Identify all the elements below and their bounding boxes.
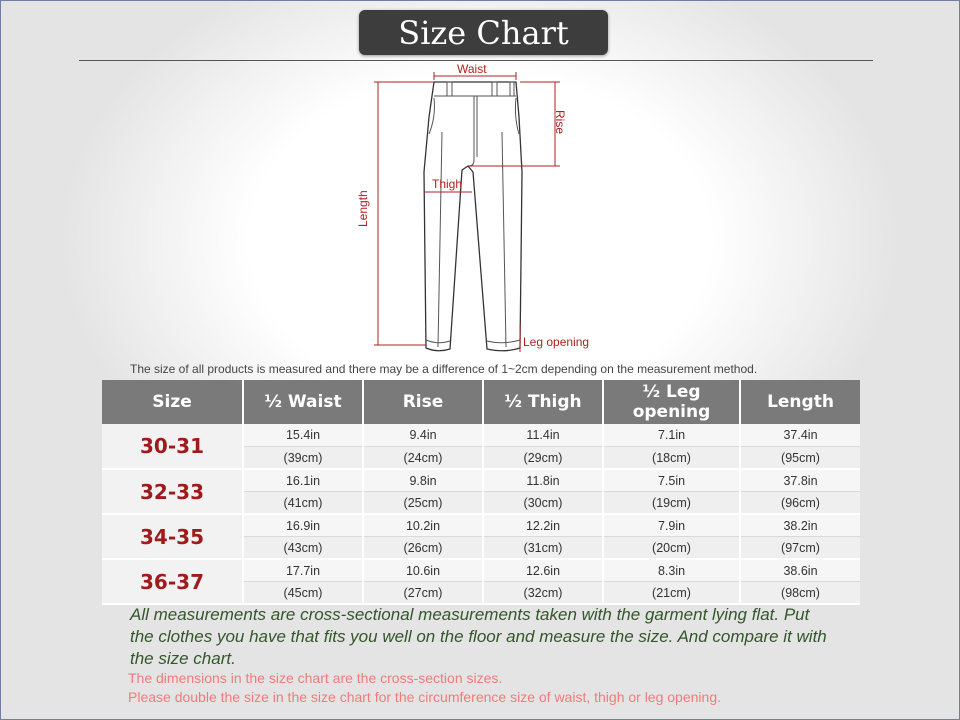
thigh-in: 11.4in — [483, 424, 603, 447]
leg-opening-cm: (21cm) — [603, 582, 740, 605]
thigh-cm: (29cm) — [483, 447, 603, 470]
column-header-half-thigh: ½ Thigh — [483, 380, 603, 424]
length-cm: (95cm) — [740, 447, 860, 470]
size-table — [102, 380, 860, 605]
leg-opening-in: 7.1in — [603, 424, 740, 447]
table-row — [102, 424, 860, 447]
table-row — [102, 559, 860, 582]
table-row — [102, 469, 860, 492]
rise-in: 10.2in — [363, 514, 483, 537]
rise-cm: (26cm) — [363, 537, 483, 560]
disclaimer-line-1: The dimensions in the size chart are the cross-section sizes. — [128, 670, 503, 686]
measurement-instructions: All measurements are cross-sectional measurements taken with the garment lying flat. Put the clothes you have that fits you well on the floor and measure the size. And compare it with the size chart. — [130, 605, 827, 668]
size-label: 32-33 — [102, 469, 243, 514]
column-header-size: Size — [102, 380, 243, 424]
waist-cm: (43cm) — [243, 537, 363, 560]
waist-cm: (41cm) — [243, 492, 363, 515]
waist-cm: (45cm) — [243, 582, 363, 605]
leg-opening-in: 7.5in — [603, 469, 740, 492]
thigh-cm: (30cm) — [483, 492, 603, 515]
size-label: 36-37 — [102, 559, 243, 604]
page-title: Size Chart — [359, 10, 608, 55]
waist-cm: (39cm) — [243, 447, 363, 470]
leg-opening-in: 7.9in — [603, 514, 740, 537]
thigh-label: Thigh — [432, 177, 463, 191]
length-in: 38.2in — [740, 514, 860, 537]
table-header-row — [102, 380, 860, 424]
length-cm: (96cm) — [740, 492, 860, 515]
rise-in: 10.6in — [363, 559, 483, 582]
waist-in: 15.4in — [243, 424, 363, 447]
waist-label: Waist — [457, 62, 487, 76]
size-label: 30-31 — [102, 424, 243, 469]
rise-cm: (24cm) — [363, 447, 483, 470]
title-divider — [79, 60, 873, 61]
length-in: 38.6in — [740, 559, 860, 582]
leg-opening-label: Leg opening — [523, 335, 590, 349]
rise-cm: (25cm) — [363, 492, 483, 515]
leg-opening-in: 8.3in — [603, 559, 740, 582]
rise-cm: (27cm) — [363, 582, 483, 605]
length-in: 37.4in — [740, 424, 860, 447]
length-cm: (98cm) — [740, 582, 860, 605]
rise-in: 9.8in — [363, 469, 483, 492]
waist-in: 17.7in — [243, 559, 363, 582]
waist-in: 16.1in — [243, 469, 363, 492]
thigh-cm: (31cm) — [483, 537, 603, 560]
rise-in: 9.4in — [363, 424, 483, 447]
column-header-rise: Rise — [363, 380, 483, 424]
length-cm: (97cm) — [740, 537, 860, 560]
measurement-note: The size of all products is measured and there may be a difference of 1~2cm depending on the measurement method. — [130, 362, 758, 376]
disclaimer — [128, 669, 848, 707]
thigh-in: 11.8in — [483, 469, 603, 492]
pants-measurement-diagram — [350, 62, 610, 362]
leg-opening-cm: (18cm) — [603, 447, 740, 470]
length-in: 37.8in — [740, 469, 860, 492]
thigh-in: 12.2in — [483, 514, 603, 537]
rise-label: Rise — [553, 110, 567, 135]
table-row — [102, 514, 860, 537]
size-label: 34-35 — [102, 514, 243, 559]
leg-opening-cm: (20cm) — [603, 537, 740, 560]
column-header-half-waist: ½ Waist — [243, 380, 363, 424]
leg-opening-cm: (19cm) — [603, 492, 740, 515]
length-label: Length — [356, 190, 370, 227]
waist-in: 16.9in — [243, 514, 363, 537]
disclaimer-line-2: Please double the size in the size chart for the circumference size of waist, thigh or leg opening. — [128, 689, 721, 705]
thigh-cm: (32cm) — [483, 582, 603, 605]
thigh-in: 12.6in — [483, 559, 603, 582]
column-header-half-leg-opening: ½ Leg opening — [603, 380, 740, 424]
column-header-length: Length — [740, 380, 860, 424]
